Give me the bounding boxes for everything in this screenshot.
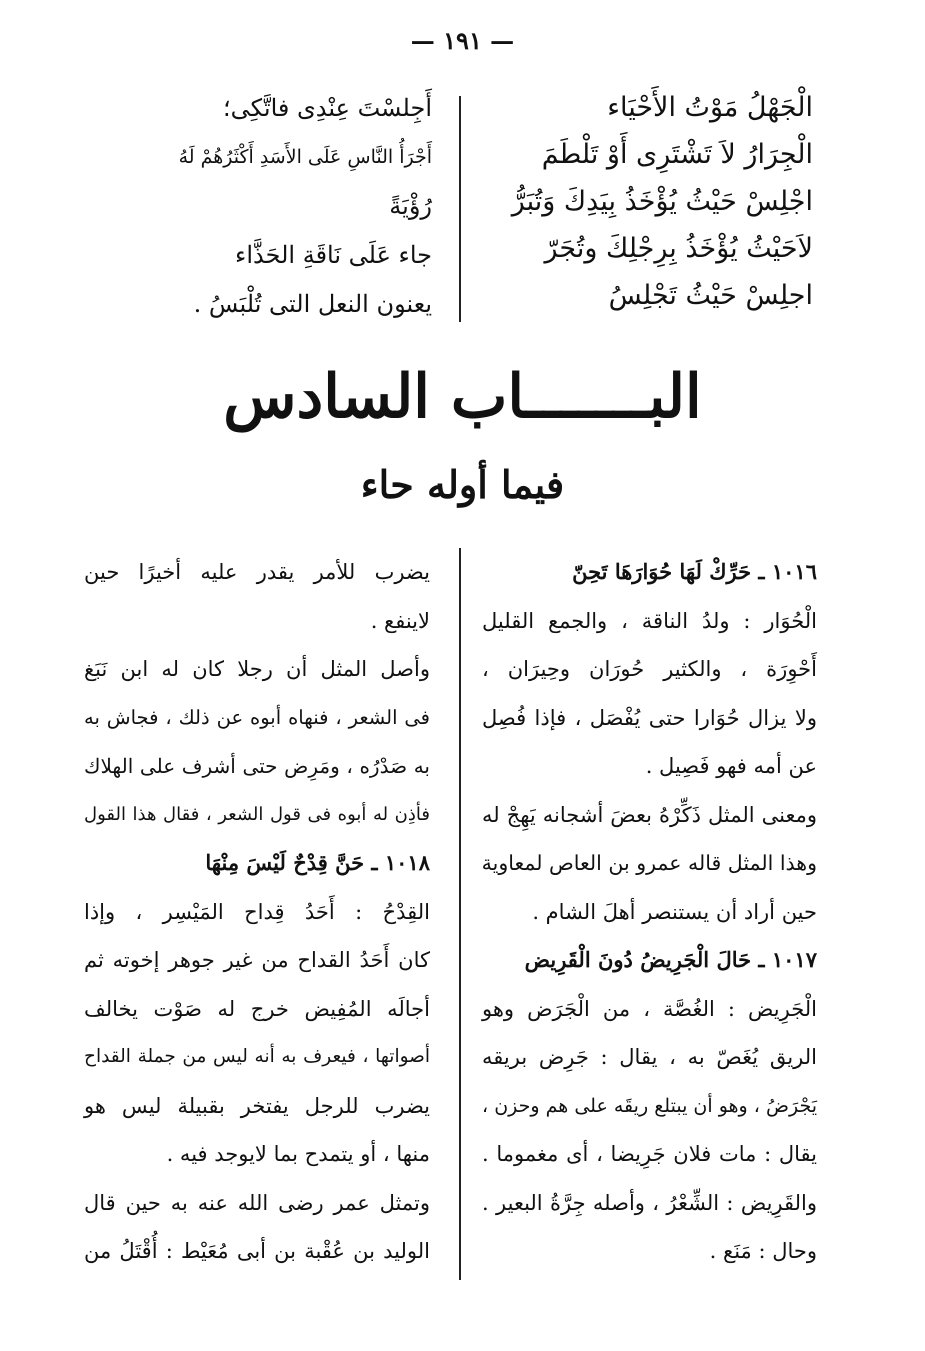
column-divider-bottom bbox=[459, 548, 461, 1280]
text-line: به صَدْرُه ، ومَرِض حتى أشرف على الهلاك bbox=[84, 754, 430, 778]
text-column-right bbox=[482, 548, 817, 1276]
proverb-line: اجْلِسْ حَيْثُ يُؤْخَذُ بِيَدِكَ وَتُبَرُّ bbox=[511, 186, 813, 217]
text-line: وتمثل عمر رضى الله عنه به حين قال bbox=[84, 1190, 430, 1215]
text-column-left bbox=[84, 548, 430, 1276]
text-line: والقَرِيض : الشِّعْرُ ، وأصله جِرَّةُ البعير . bbox=[482, 1190, 817, 1215]
text-line: الريق يُغَصّ به ، يقال : جَرِض بريقه bbox=[482, 1045, 817, 1069]
proverb-line: أَجْرَأُ النَّاسِ عَلَى الأَسَدِ أَكْثَرُهُمْ لَهُ bbox=[178, 146, 432, 168]
text-line: حين أراد أن يستنصر أهلَ الشام . bbox=[532, 899, 817, 924]
text-line: وأصل المثل أن رجلا كان له ابن نَبَغ bbox=[84, 657, 430, 681]
text-line: لاينفع . bbox=[370, 608, 430, 633]
proverb-line: جاء عَلَى نَاقَةِ الحَذَّاء bbox=[235, 241, 432, 269]
text-line: أَحْوِرَة ، والكثير حُورَان وحِيرَان ، bbox=[482, 657, 817, 681]
chapter-subtitle: فيما أوله حاء bbox=[360, 462, 565, 507]
verse-block-right bbox=[483, 84, 813, 319]
text-line: الْجَرِيض : الغُصَّة ، من الْجَرَض وهو bbox=[482, 996, 817, 1021]
text-line: ولا يزال حُوَارا حتى يُفْصَل ، فإذا فُصِل bbox=[482, 705, 817, 730]
verse-block-left bbox=[178, 84, 432, 329]
page-number: — ١٩١ — bbox=[410, 26, 515, 55]
text-line: وهذا المثل قاله عمرو بن العاص لمعاوية bbox=[481, 851, 817, 875]
text-line: الْحُوَار : ولدُ الناقة ، والجمع القليل bbox=[482, 608, 817, 633]
chapter-title: البـــــــاب السادس bbox=[223, 362, 702, 432]
text-line: أجالَه المُفِيض خرج له صَوْت يخالف bbox=[84, 996, 430, 1021]
text-line: يضرب للأمر يقدر عليه أخيرًا حين bbox=[84, 560, 430, 584]
proverb-line: الْجِرَارُ لاَ تَشْتَرِى أَوْ تَلْطَمَ bbox=[541, 139, 813, 170]
text-line: منها ، أو يتمدح بما لايوجد فيه . bbox=[166, 1142, 430, 1166]
proverb-line: يعنون النعل التى تُلْبَسُ . bbox=[193, 290, 432, 318]
proverb-line: رُؤْيَةً bbox=[389, 192, 432, 220]
entry-heading: ١٠١٧ ـ حَالَ الْجَرِيضُ دُونَ الْقَرِيض bbox=[524, 947, 817, 972]
proverb-line: أَجِلسْتَ عِنْدِى فاتَّكِى؛ bbox=[223, 94, 432, 122]
text-line: كان أَحَدُ القداح من غير جوهر إخوته ثم bbox=[84, 948, 430, 972]
entry-heading: ١٠١٨ ـ حَنَّ قِدْحٌ لَيْسَ مِنْهَا bbox=[205, 850, 430, 875]
text-line: الوليد بن عُقْبة بن أبى مُعَيْط : أُقْتَلُ من bbox=[84, 1239, 430, 1263]
proverb-line: اجلِسْ حَيْثُ تَجْلِسُ bbox=[608, 280, 813, 311]
text-line: عن أمه فهو فَصِيل . bbox=[645, 754, 817, 778]
text-line: يَجْرَضُ ، وهو أن يبتلع ريقَه على هم وحزن ، bbox=[482, 1094, 817, 1117]
text-line: ومعنى المثل ذَكِّرْهُ بعضَ أشجانه يَهِجْ له bbox=[482, 802, 817, 827]
column-divider-top bbox=[459, 96, 461, 322]
text-line: يضرب للرجل يفتخر بقبيلة ليس هو bbox=[84, 1093, 430, 1118]
proverb-line: الْجَهْلُ مَوْتُ الأَحْيَاء bbox=[607, 92, 813, 123]
entry-heading: ١٠١٦ ـ حَرِّكْ لَهَا حُوَارَهَا تَحِنّ bbox=[572, 559, 817, 584]
text-line: فأذِن له أبوه فى قول الشعر ، فقال هذا القول bbox=[84, 803, 430, 825]
proverb-line: لاَحَيْثُ يُؤْخَذُ بِرِجْلِكَ وتُجَرّ bbox=[544, 233, 813, 264]
text-line: أصواتها ، فيعرف به أنه ليس من جملة القداح bbox=[84, 1046, 430, 1067]
text-line: يقال : مات فلان جَرِيضا ، أى مغموما . bbox=[482, 1142, 817, 1166]
text-line: فى الشعر ، فنهاه أبوه عن ذلك ، فجاش به bbox=[84, 705, 430, 729]
text-line: وحال : مَنَع . bbox=[709, 1239, 817, 1263]
text-line: القِدْحُ : أَحَدُ قِداح المَيْسِر ، وإذا bbox=[84, 899, 430, 924]
